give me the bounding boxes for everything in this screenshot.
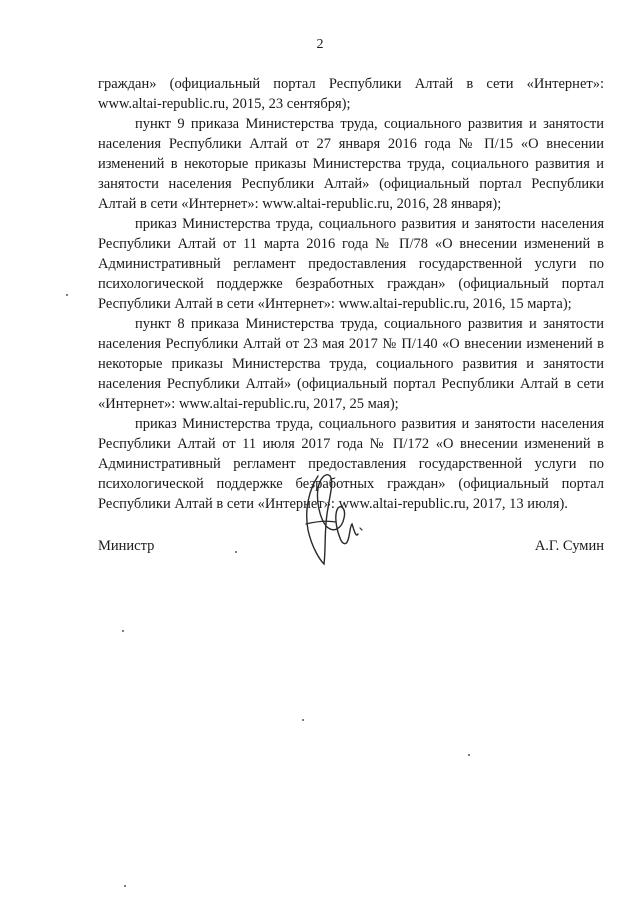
- scan-speck: [66, 294, 68, 296]
- paragraph-order-item: приказ Министерства труда, социального развития и занятости населения Республики Алтай от 11 марта 2016 года № П/78 «О внесении изменений в Административный регламент предоставления государственной услуги по психологической поддержке безработных граждан» (официальный портал Республики Алтай в сети «Интернет»: www.altai-republic.ru, 2016, 15 марта);: [98, 216, 604, 312]
- paragraph-continuation: граждан» (официальный портал Республики Алтай в сети «Интернет»: www.altai-republic.ru, 2015, 23 сентября);: [98, 76, 604, 112]
- scan-speck: [124, 885, 126, 887]
- document-body: [98, 74, 604, 514]
- scan-speck: [302, 719, 304, 721]
- handwritten-signature: [290, 468, 370, 578]
- scan-speck: [235, 551, 237, 553]
- paragraph-order-item: пункт 9 приказа Министерства труда, социального развития и занятости населения Республики Алтай от 27 января 2016 года № П/15 «О внесении изменений в некоторые приказы Министерства труда, социального развития и занятости населения Республики Алтай» (официальный портал Республики Алтай в сети «Интернет»: www.altai-republic.ru, 2016, 28 января);: [98, 116, 604, 212]
- scan-speck: [122, 630, 124, 632]
- signer-name: А.Г. Сумин: [534, 538, 604, 554]
- scan-speck: [468, 754, 470, 756]
- paragraph-order-item: пункт 8 приказа Министерства труда, социального развития и занятости населения Республики Алтай от 23 мая 2017 № П/140 «О внесении изменений в некоторые приказы Министерства труда, социального развития и занятости населения Республики Алтай» (официальный портал Республики Алтай в сети «Интернет»: www.altai-republic.ru, 2017, 25 мая);: [98, 316, 604, 412]
- signature-block: [98, 536, 604, 560]
- page-number: 2: [316, 37, 324, 52]
- signer-title: Министр: [98, 538, 155, 554]
- paragraph-order-item: приказ Министерства труда, социального развития и занятости населения Республики Алтай от 11 июля 2017 года № П/172 «О внесении изменений в Административный регламент предоставления государственной услуги по психологической поддержке безработных граждан» (официальный портал Республики Алтай в сети «Интернет»: www.altai-republic.ru, 2017, 13 июля).: [98, 416, 604, 512]
